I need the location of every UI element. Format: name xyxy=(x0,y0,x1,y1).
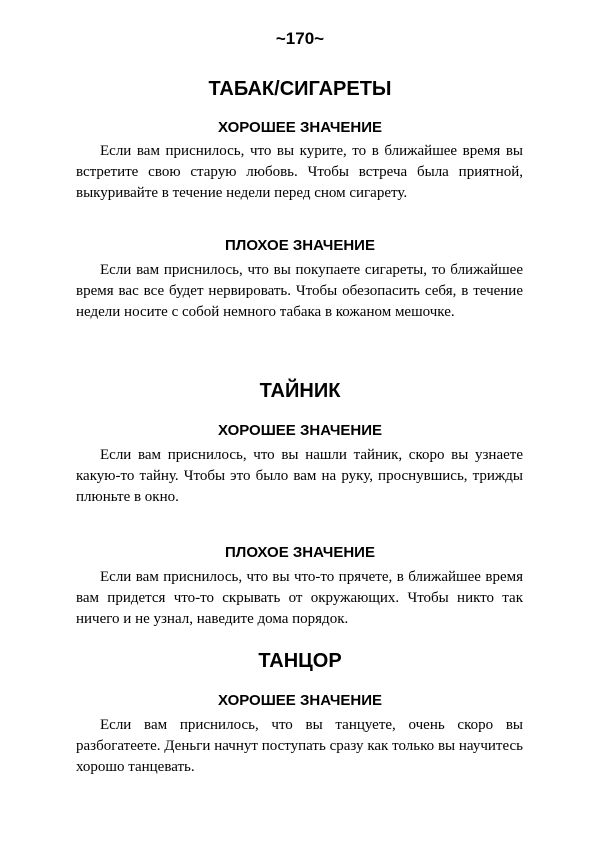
good-meaning-heading: ХОРОШЕЕ ЗНАЧЕНИЕ xyxy=(217,692,383,709)
good-meaning-text-tobacco: Если вам приснилось, что вы курите, то в ближайшее время вы встретите свою старую любовь. Чтобы встреча была приятной, выкуривайте в течение недели перед сном сигарету. xyxy=(76,143,523,201)
good-meaning-heading: ХОРОШЕЕ ЗНАЧЕНИЕ xyxy=(217,422,383,439)
page-number: ~170~ xyxy=(275,29,325,48)
section-title: ТАНЦОР xyxy=(258,650,342,672)
good-meaning-text-dancer: Если вам приснилось, что вы танцуете, очень скоро вы разбогатеете. Деньги начнут поступать сразу как только вы научитесь хорошо танцевать. xyxy=(76,717,523,775)
bad-meaning-heading: ПЛОХОЕ ЗНАЧЕНИЕ xyxy=(225,237,375,254)
bad-meaning-text-tobacco: Если вам приснилось, что вы покупаете сигареты, то ближайшее время вас все будет нервировать. Чтобы обезопасить себя, в течение недели носите с собой немного табака в кожаном мешочке. xyxy=(76,262,523,320)
section-title: ТАБАК/СИГАРЕТЫ xyxy=(208,78,392,100)
good-meaning-heading-cache xyxy=(0,422,600,440)
good-meaning-heading: ХОРОШЕЕ ЗНАЧЕНИЕ xyxy=(217,119,383,136)
good-meaning-text-cache: Если вам приснилось, что вы нашли тайник, скоро вы узнаете какую-то тайну. Чтобы это было вам на руку, проснувшись, трижды плюньте в окно. xyxy=(76,447,523,505)
section-title-dancer xyxy=(0,649,600,673)
good-meaning-heading-tobacco xyxy=(0,119,600,137)
bad-meaning-text-cache: Если вам приснилось, что вы что-то прячете, в ближайшее время вам придется что-то скрывать от окружающих. Чтобы никто так ничего и не узнал, наведите дома порядок. xyxy=(76,569,523,627)
section-title: ТАЙНИК xyxy=(259,380,341,402)
section-title-tobacco xyxy=(0,77,600,101)
section-title-cache xyxy=(0,379,600,403)
bad-meaning-heading-tobacco xyxy=(0,237,600,255)
bad-meaning-heading-cache xyxy=(0,544,600,562)
bad-meaning-heading: ПЛОХОЕ ЗНАЧЕНИЕ xyxy=(225,544,375,561)
good-meaning-heading-dancer xyxy=(0,692,600,710)
